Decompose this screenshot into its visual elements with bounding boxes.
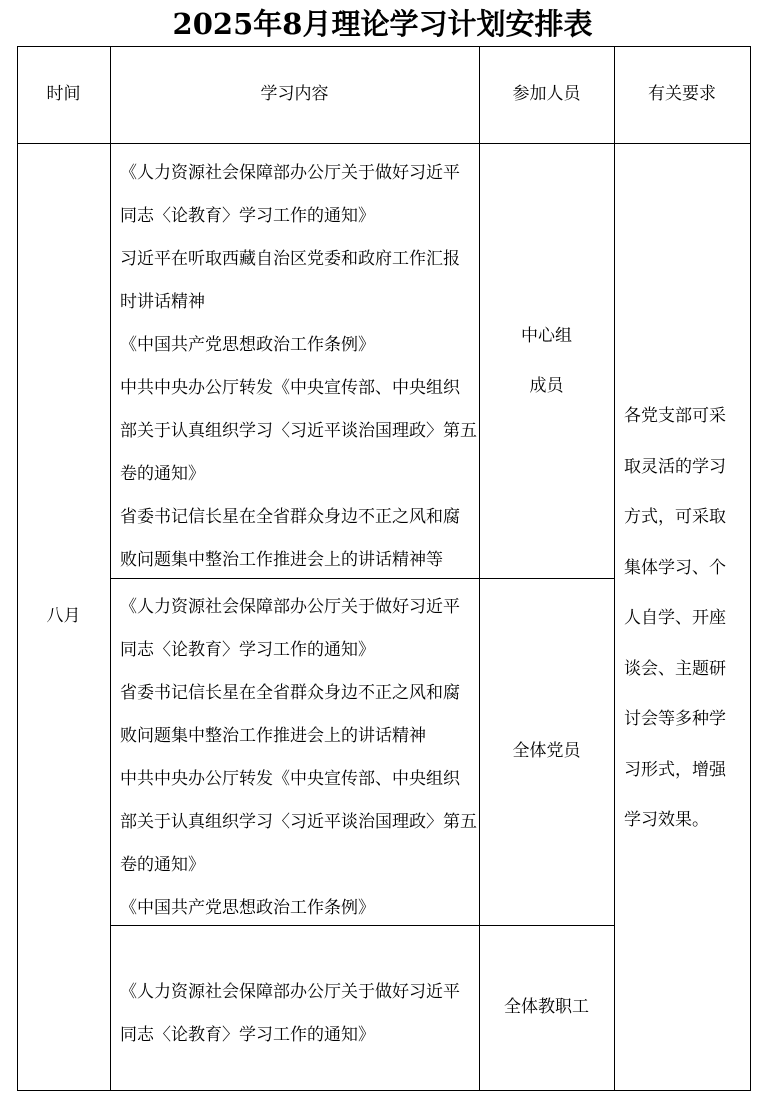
table-border-left xyxy=(17,46,18,1091)
group-1-participants-line-1: 中心组 xyxy=(521,326,572,346)
study-plan-table xyxy=(17,46,751,1091)
group-1-content xyxy=(120,152,477,582)
content-line: 省委书记信长星在全省群众身边不正之风和腐 xyxy=(120,683,460,703)
month-cell: 八月 xyxy=(46,606,81,626)
content-line: 省委书记信长星在全省群众身边不正之风和腐 xyxy=(120,507,460,527)
content-line: 败问题集中整治工作推进会上的讲话精神 xyxy=(120,726,426,746)
content-line: 中共中央办公厅转发《中央宣传部、中央组织 xyxy=(120,378,460,398)
content-line: 《人力资源社会保障部办公厅关于做好习近平 xyxy=(120,597,460,617)
group-2-content xyxy=(120,586,477,930)
requirements-line: 谈会、主题研 xyxy=(624,658,726,679)
requirements-line: 集体学习、个 xyxy=(624,557,726,578)
requirements-line: 各党支部可采 xyxy=(624,406,726,426)
group-1-participants-line-2: 成员 xyxy=(529,376,564,396)
content-line: 同志〈论教育〉学习工作的通知》 xyxy=(120,206,375,226)
table-border-top xyxy=(17,46,751,47)
header-requirements: 有关要求 xyxy=(648,84,716,104)
requirements-line: 取灵活的学习 xyxy=(624,456,726,477)
content-line: 同志〈论教育〉学习工作的通知》 xyxy=(120,1025,375,1045)
table-border-bottom xyxy=(17,1090,751,1091)
requirements-line: 学习效果。 xyxy=(624,810,709,830)
header-participants: 参加人员 xyxy=(512,84,581,104)
content-line: 时讲话精神 xyxy=(120,292,205,312)
col-divider-2 xyxy=(479,46,480,1091)
col-divider-1 xyxy=(110,46,111,1091)
group-2-participants: 全体党员 xyxy=(512,741,581,761)
requirements-line: 人自学、开座 xyxy=(624,608,726,628)
header-content: 学习内容 xyxy=(260,84,329,104)
content-line: 《中国共产党思想政治工作条例》 xyxy=(120,335,375,355)
content-line: 同志〈论教育〉学习工作的通知》 xyxy=(120,640,375,660)
requirements-line: 习形式，增强 xyxy=(624,759,726,780)
content-line: 《人力资源社会保障部办公厅关于做好习近平 xyxy=(120,163,460,183)
content-line: 《中国共产党思想政治工作条例》 xyxy=(120,898,375,918)
content-line: 习近平在听取西藏自治区党委和政府工作汇报 xyxy=(120,249,460,269)
group-3-participants: 全体教职工 xyxy=(504,997,589,1017)
content-line: 卷的通知》 xyxy=(120,855,205,875)
content-line: 部关于认真组织学习〈习近平谈治国理政〉第五 xyxy=(120,421,477,441)
content-line: 《人力资源社会保障部办公厅关于做好习近平 xyxy=(120,982,460,1002)
page-title: 2025年8月理论学习计划安排表 xyxy=(172,7,593,41)
header-time: 时间 xyxy=(46,84,81,104)
col-divider-3 xyxy=(614,46,615,1091)
content-line: 部关于认真组织学习〈习近平谈治国理政〉第五 xyxy=(120,812,477,832)
table-header-divider xyxy=(17,143,751,144)
group-3-content xyxy=(120,971,460,1057)
requirements-line: 方式，可采取 xyxy=(624,507,726,527)
content-line: 败问题集中整治工作推进会上的讲话精神等 xyxy=(120,550,443,570)
requirements-line: 讨会等多种学 xyxy=(624,709,726,729)
table-border-right xyxy=(750,46,751,1091)
content-line: 卷的通知》 xyxy=(120,464,205,484)
content-line: 中共中央办公厅转发《中央宣传部、中央组织 xyxy=(120,769,460,789)
requirements-cell xyxy=(624,391,726,846)
